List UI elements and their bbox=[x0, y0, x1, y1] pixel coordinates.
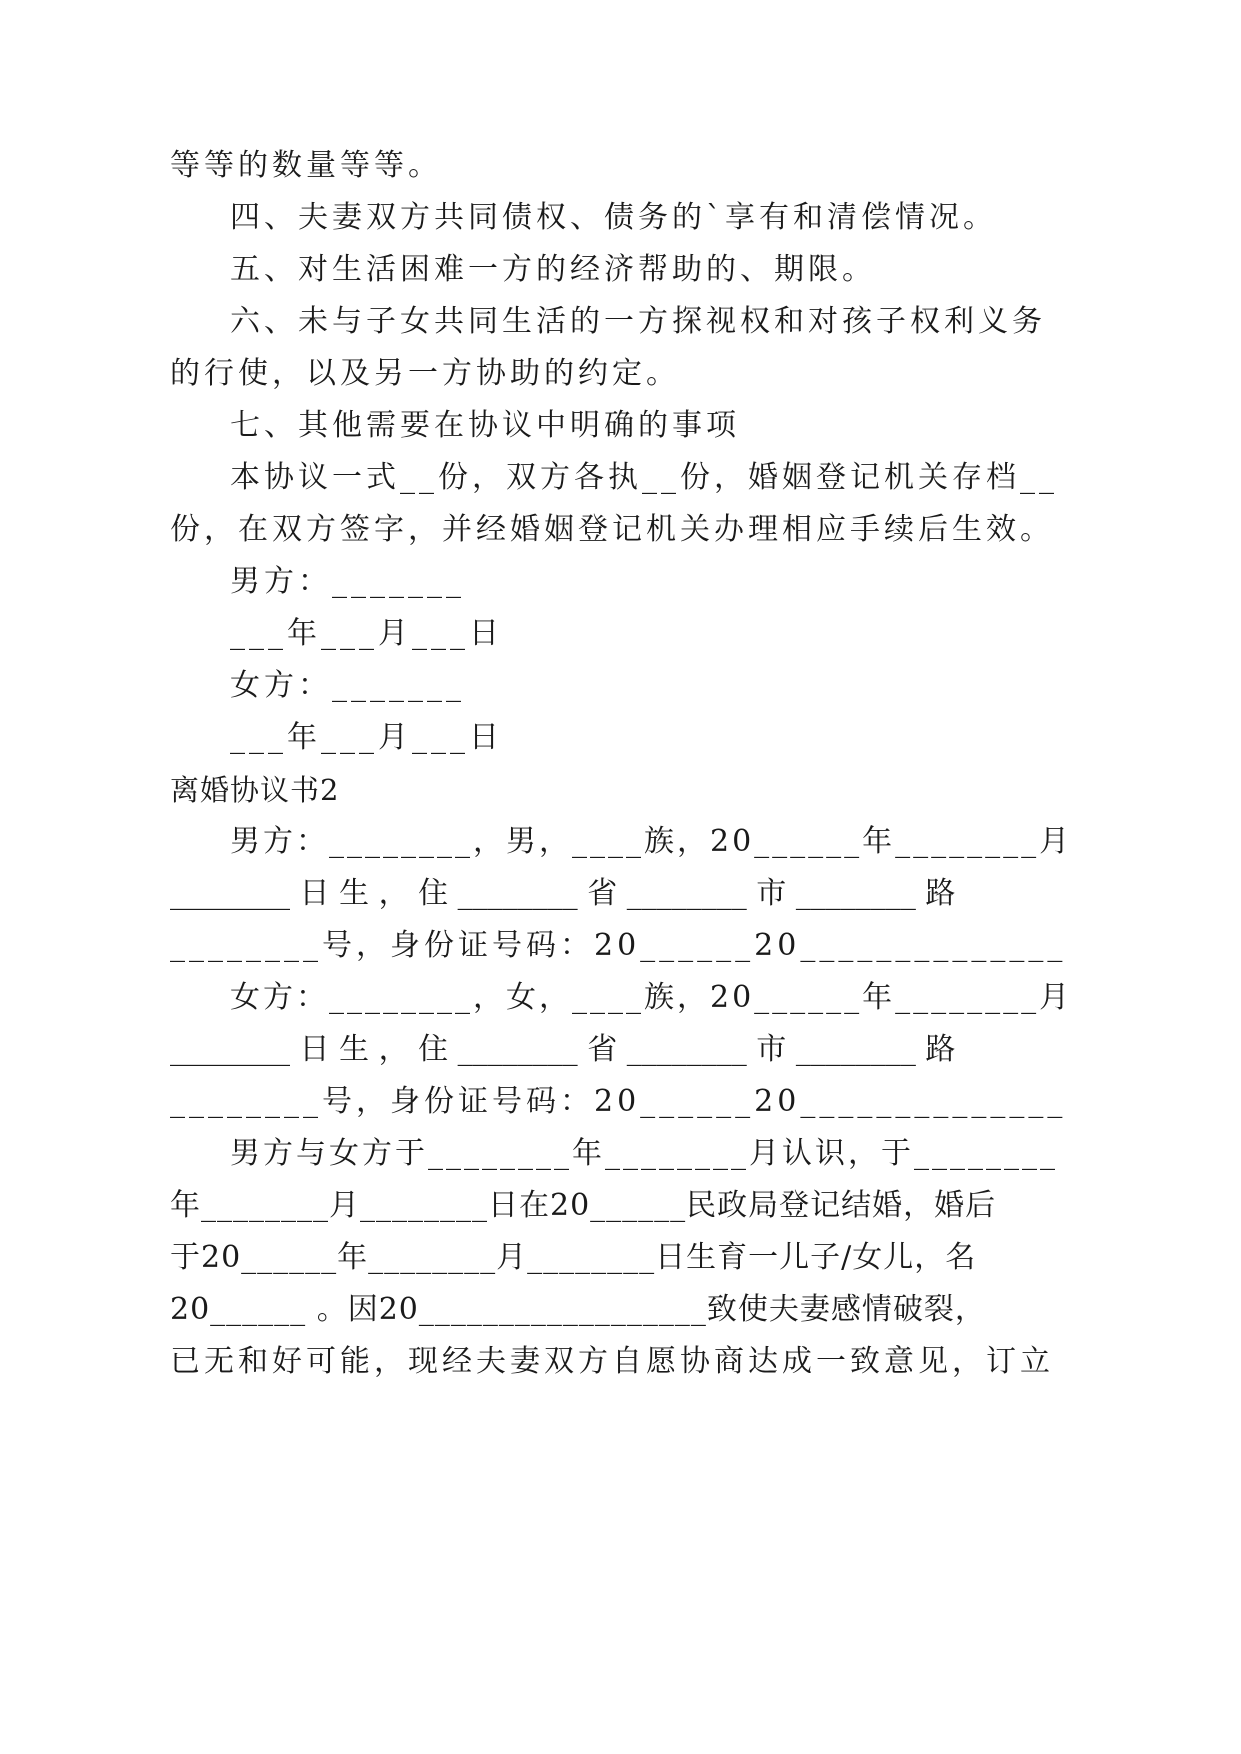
female-info-line-3: ________号，身份证号码：20______20______________ bbox=[170, 1084, 1067, 1119]
male-info-line-2: ________ 日 生 ， 住 ________ 省 ________ 市 ________ 路 bbox=[170, 876, 956, 911]
text-line-20: 男方与女方于________年________月认识，于________ bbox=[230, 1136, 1058, 1171]
male-signature-line: 男方：_______ bbox=[230, 564, 465, 599]
male-date-line: ___年___月___日 bbox=[230, 616, 503, 651]
male-info-line-1: 男方：________，男，____族，20______年________月 bbox=[230, 824, 1073, 859]
text-line-3: 五、对生活困难一方的经济帮助的、期限。 bbox=[230, 252, 876, 287]
female-info-line-2: ________ 日 生 ， 住 ________ 省 ________ 市 ________ 路 bbox=[170, 1032, 956, 1067]
text-line-1: 等等的数量等等。 bbox=[170, 148, 442, 183]
text-line-2: 四、夫妻双方共同债权、债务的`享有和清偿情况。 bbox=[230, 200, 997, 235]
female-info-line-1: 女方：________，女，____族，20______年________月 bbox=[230, 980, 1073, 1015]
text-line-24: 已无和好可能，现经夫妻双方自愿协商达成一致意见，订立 bbox=[170, 1344, 1054, 1379]
text-line-6: 七、其他需要在协议中明确的事项 bbox=[230, 408, 740, 443]
female-date-line: ___年___月___日 bbox=[230, 720, 503, 755]
text-line-23: 20______ 。因20__________________致使夫妻感情破裂， bbox=[170, 1292, 986, 1327]
text-line-22: 于20______年________月________日生育一儿子/女儿，名 bbox=[170, 1240, 977, 1275]
text-line-5: 的行使，以及另一方协助的约定。 bbox=[170, 356, 680, 391]
male-info-line-3: ________号，身份证号码：20______20______________ bbox=[170, 928, 1067, 963]
text-line-8: 份，在双方签字，并经婚姻登记机关办理相应手续后生效。 bbox=[170, 512, 1054, 547]
text-line-7: 本协议一式__份，双方各执__份，婚姻登记机关存档__ bbox=[230, 460, 1058, 495]
text-line-4: 六、未与子女共同生活的一方探视权和对孩子权利义务 bbox=[230, 304, 1046, 339]
text-line-21: 年________月________日在20______民政局登记结婚，婚后 bbox=[170, 1188, 997, 1223]
female-signature-line: 女方：_______ bbox=[230, 668, 465, 703]
section-title: 离婚协议书2 bbox=[170, 773, 340, 807]
